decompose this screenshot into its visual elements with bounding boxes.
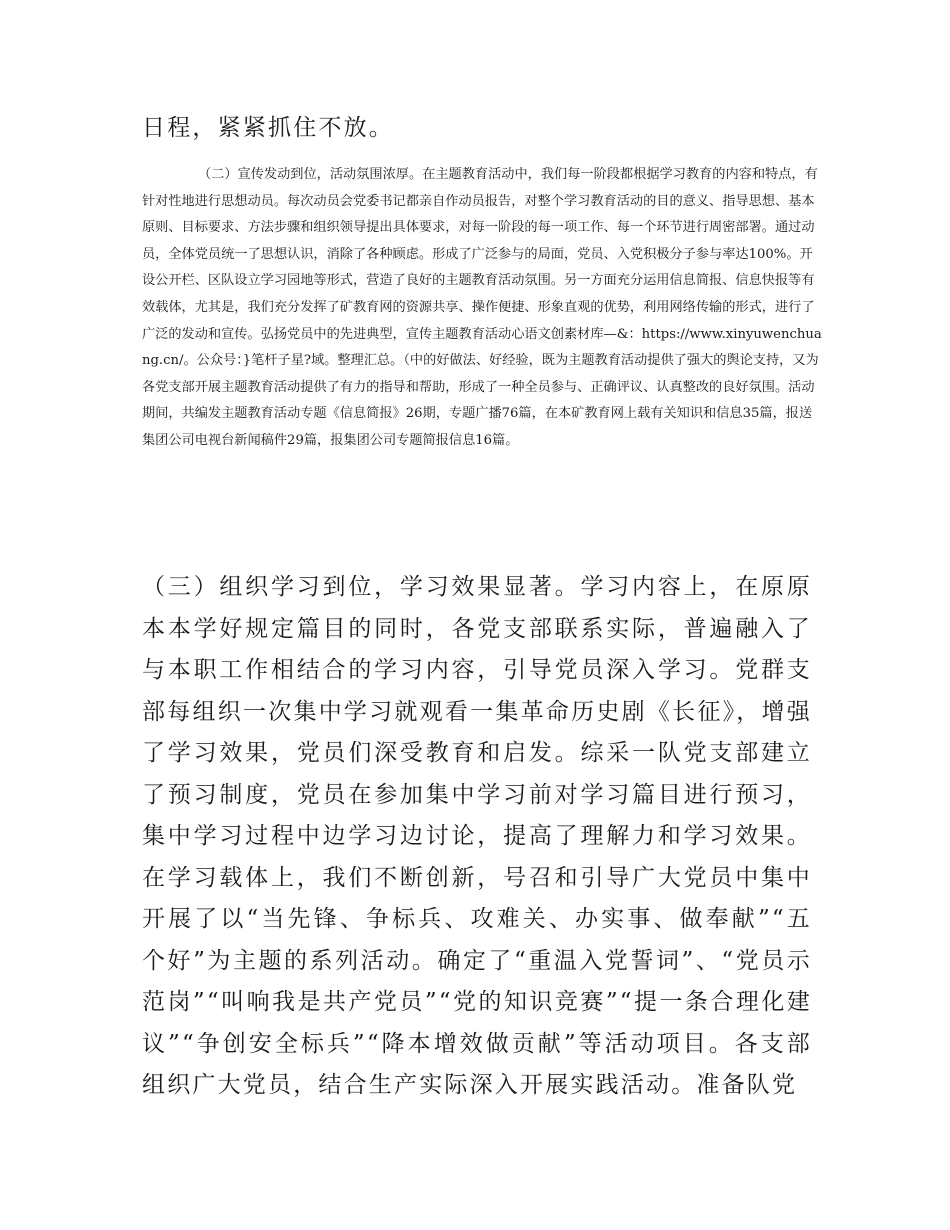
paragraph-publicity: （二）宣传发动到位，活动氛围浓厚。在主题教育活动中，我们每一阶段都根据学习教育的内容和特点，有针对性地进行思想动员。每次动员会党委书记都亲自作动员报告，对整个学习教育活动的目的意义、指导思想、基本原则、目标要求、方法步骤和组织领导提出具体要求，对每一阶段的每一项工作、每一个环节进行周密部署。通过动员，全体党员统一了思想认识，消除了各种顾虑。形成了广泛参与的局面，党员、入党积极分子参与率达100%。开设公开栏、区队设立学习园地等形式，营造了良好的主题教育活动氛围。另一方面充分运用信息简报、信息快报等有效载体，尤其是，我们充分发挥了矿教育网的资源共享、操作便捷、形象直观的优势，利用网络传输的形式，进行了广泛的发动和宣传。弘扬党员中的先进典型，宣传主题教育活动心语文创素材库—&：https://www.xinyuwenchuang.cn/。公众号：}笔杆子星?域。整理汇总。（中的好做法、好经验，既为主题教育活动提供了强大的舆论支持，又为各党支部开展主题教育活动提供了有力的指导和帮助，形成了一种全员参与、正确评议、认真整改的良好氛围。活动期间，共编发主题教育活动专题《信息简报》26期，专题广播76篇，在本矿教育网上载有关知识和信息35篇，报送集团公司电视台新闻稿件29篇，报集团公司专题简报信息16篇。 xyxy=(142,167,822,448)
continuation-text: 日程，紧紧抓住不放。 xyxy=(142,115,394,141)
paragraph-study: （三）组织学习到位，学习效果显著。学习内容上，在原原本本学好规定篇目的同时，各党支部联系实际，普遍融入了与本职工作相结合的学习内容，引导党员深入学习。党群支部每组织一次集中学习就观看一集革命历史剧《长征》，增强了学习效果，党员们深受教育和启发。综采一队党支部建立了预习制度，党员在参加集中学习前对学习篇目进行预习，集中学习过程中边学习边讨论，提高了理解力和学习效果。在学习载体上，我们不断创新，号召和引导广大党员中集中开展了以“当先锋、争标兵、攻难关、办实事、做奉献”“五个好”为主题的系列活动。确定了“重温入党誓词”、“党员示范岗”“叫响我是共产党员”“党的知识竞赛”“提一条合理化建议”“争创安全标兵”“降本增效做贡献”等活动项目。各支部组织广大党员，结合生产实际深入开展实践活动。准备队党 xyxy=(142,574,812,1098)
